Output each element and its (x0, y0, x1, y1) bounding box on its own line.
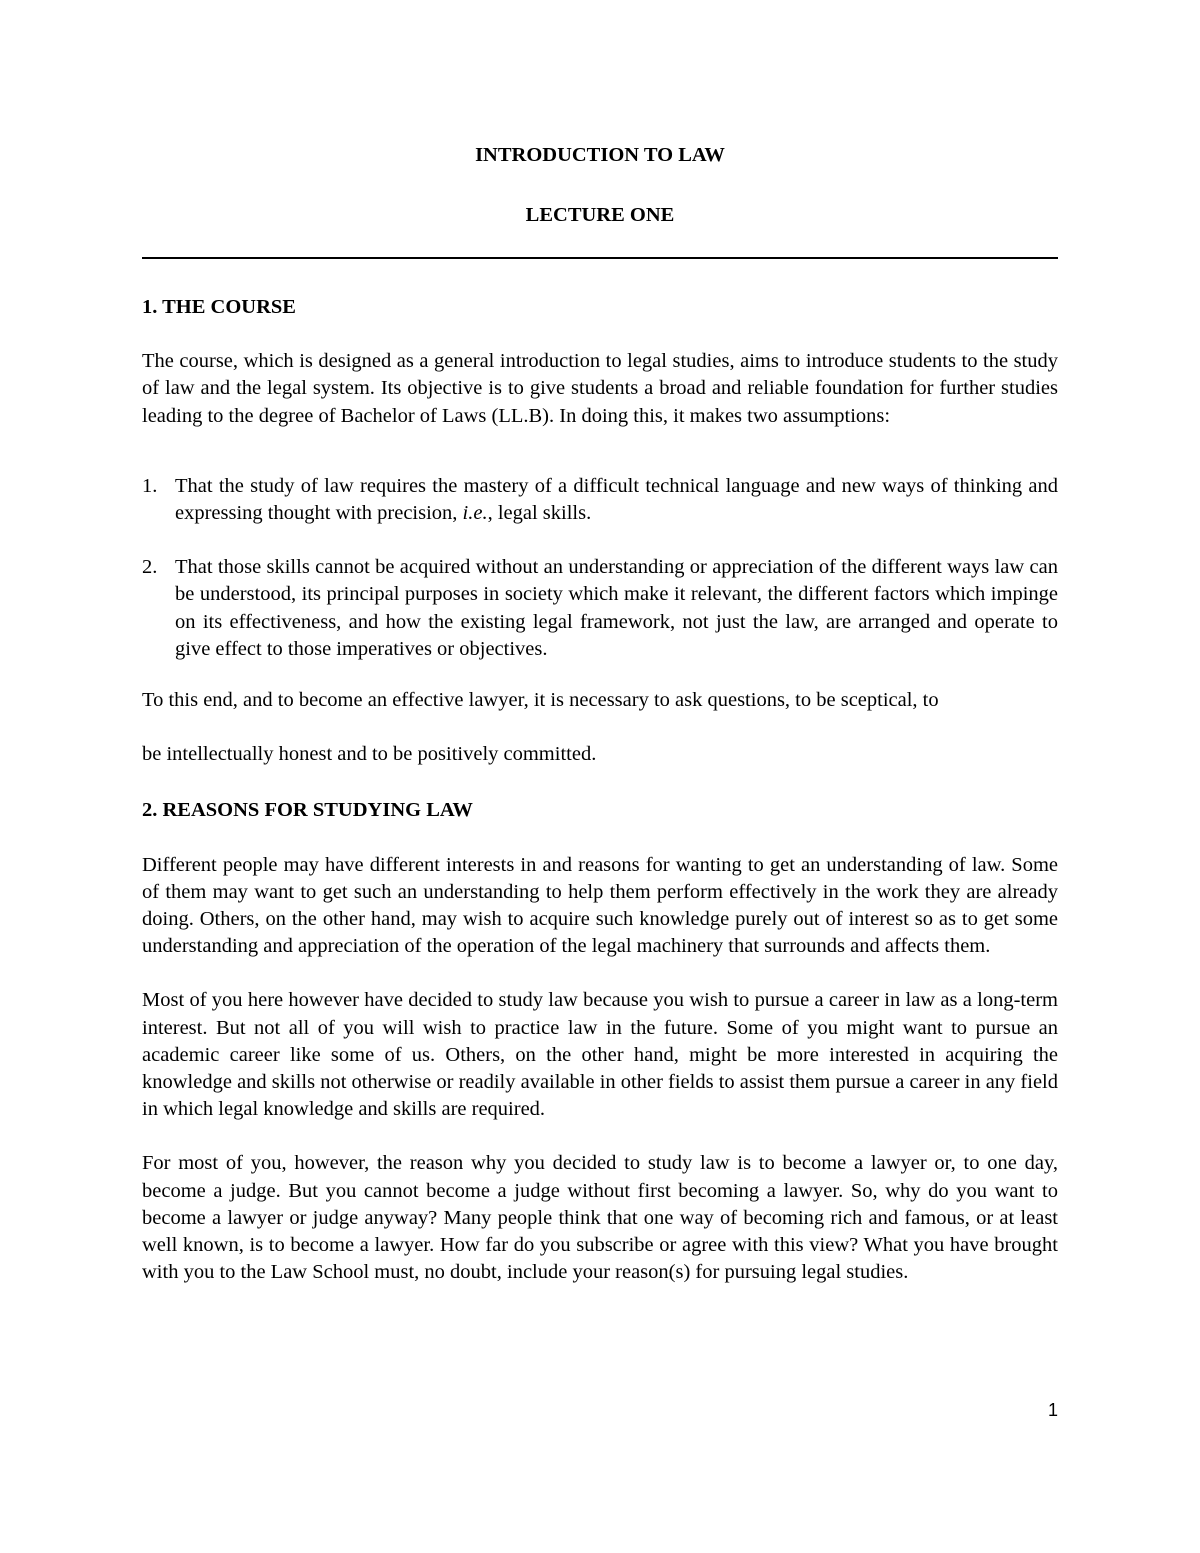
course-intro-paragraph: The course, which is designed as a general introduction to legal studies, aims to introduce students to the study of law and the legal system. Its objective is to give students a broad and reliable foundation for further studies leading to the degree of Bachelor of Laws (LL.B). In doing this, it makes two assumptions: (142, 350, 1058, 427)
assumptions-list (142, 473, 1058, 663)
list-item-number: 2. (142, 556, 158, 579)
horizontal-rule (142, 257, 1058, 259)
reasons-paragraph: For most of you, however, the reason why you decided to study law is to become a lawyer or, to one day, become a judge. But you cannot become a judge without first becoming a lawyer. So, why do you want to become a lawyer or judge anyway? Many people think that one way of becoming rich and famous, or at least well known, is to become a lawyer. How far do you subscribe or agree with this view? What you have brought with you to the Law School must, no doubt, include your reason(s) for pursuing legal studies. (142, 1152, 1058, 1284)
list-item-number: 1. (142, 474, 158, 497)
list-item (142, 554, 1058, 663)
section-heading-course: 1. THE COURSE (142, 296, 296, 318)
closing-line-1: To this end, and to become an effective lawyer, it is necessary to ask questions, to be sceptical, to (142, 689, 939, 712)
reasons-paragraph: Different people may have different interests in and reasons for wanting to get an understanding of law. Some of them may want to get such an understanding to help them perform effectively in the work they are already doing. Others, on the other hand, may wish to acquire such knowledge purely out of interest so as to get some understanding and appreciation of the operation of the legal machinery that surrounds and affects them. (142, 853, 1058, 958)
page-content (142, 142, 1058, 1286)
list-item-text-end: , legal skills. (487, 502, 592, 525)
document-title: INTRODUCTION TO LAW (475, 144, 725, 166)
list-item (142, 473, 1058, 527)
list-item-italic-text: i.e. (462, 502, 488, 525)
page-number: 1 (1047, 1400, 1058, 1420)
section-heading-reasons: 2. REASONS FOR STUDYING LAW (142, 799, 473, 822)
document-subtitle: LECTURE ONE (525, 204, 675, 226)
list-item-text: That the study of law requires the mastery of a difficult technical language and new ways of thinking and expressing thought with precision, (175, 474, 1058, 525)
list-item-text: That those skills cannot be acquired without an understanding or appreciation of the different ways law can be understood, its principal purposes in society which make it relevant, the different factors which impinge on its effectiveness, and how the existing legal framework, not just the law, are arranged and operate to give effect to those imperatives or objectives. (175, 556, 1058, 660)
closing-line-2: be intellectually honest and to be positively committed. (142, 743, 597, 766)
reasons-paragraph: Most of you here however have decided to study law because you wish to pursue a career in law as a long-term interest. But not all of you will wish to practice law in the future. Some of you might want to pursue an academic career like some of us. Others, on the other hand, might be more interested in acquiring the knowledge and skills not otherwise or readily available in other fields to assist them pursue a career in any field in which legal knowledge and skills are required. (142, 989, 1058, 1121)
